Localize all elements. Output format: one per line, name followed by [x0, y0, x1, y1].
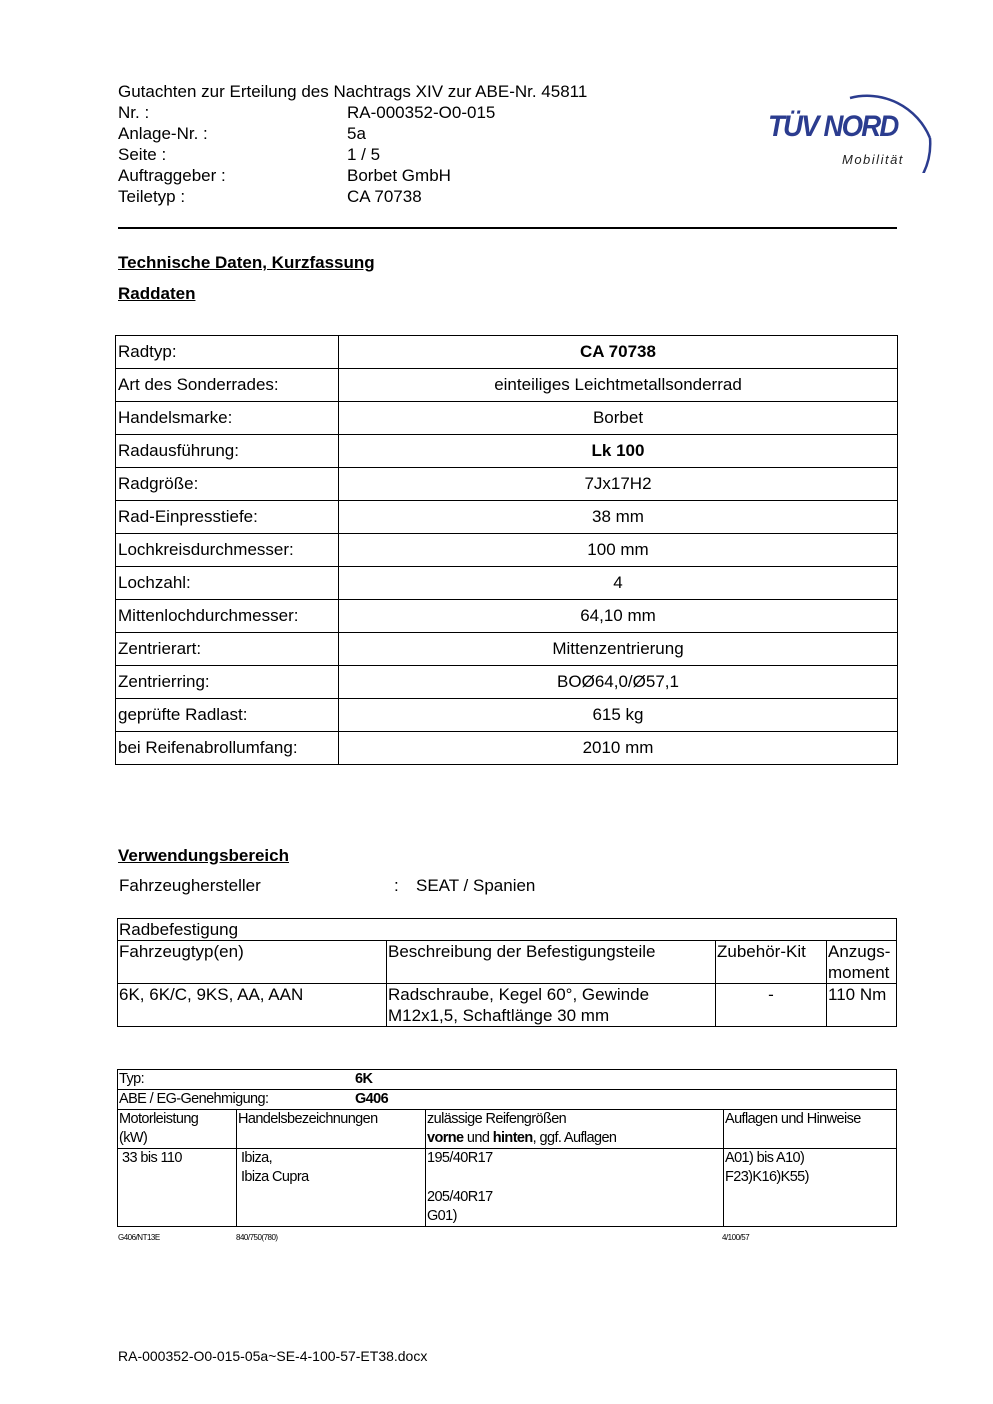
header-divider: [118, 227, 897, 229]
table-row: [116, 666, 898, 699]
table-row: [118, 984, 897, 1027]
raddaten-label: Radtyp:: [116, 336, 339, 369]
auflagen-line-1: A01) bis A10): [725, 1150, 805, 1166]
abe-value: G406: [355, 1091, 389, 1107]
abe-label: ABE / EG-Genehmigung:: [119, 1091, 269, 1107]
raddaten-label: Zentrierart:: [116, 633, 339, 666]
desc-line-2: M12x1,5, Schaftlänge 30 mm: [388, 1006, 610, 1025]
table-row: [116, 699, 898, 732]
table-row: [116, 435, 898, 468]
raddaten-value: 100 mm: [339, 534, 898, 567]
table-row: [118, 1149, 897, 1227]
table-header-row: [118, 941, 897, 984]
raddaten-value: 38 mm: [339, 501, 898, 534]
header-label: Seite :: [118, 145, 167, 164]
header-label: Anlage-Nr. :: [118, 124, 208, 143]
header-reifen-vorne: vorne: [427, 1130, 464, 1146]
raddaten-value: einteiliges Leichtmetallsonderrad: [339, 369, 898, 402]
radbefestigung-caption: Radbefestigung: [118, 919, 897, 941]
header-handelsbezeichnungen: Handelsbezeichnungen: [237, 1110, 426, 1149]
raddaten-label: Lochzahl:: [116, 567, 339, 600]
raddaten-label: Art des Sonderrades:: [116, 369, 339, 402]
handel-line-2: Ibiza Cupra: [241, 1169, 309, 1185]
hersteller-label: Fahrzeughersteller: [119, 876, 261, 895]
header-moment: moment: [828, 963, 890, 982]
typ-header-row: [118, 1110, 897, 1149]
cell-reifengroessen: [426, 1149, 724, 1227]
raddaten-label: Zentrierring:: [116, 666, 339, 699]
document-header: [118, 81, 587, 207]
raddaten-label: bei Reifenabrollumfang:: [116, 732, 339, 765]
raddaten-value: 7Jx17H2: [339, 468, 898, 501]
cell-motorleistung: 33 bis 110: [118, 1149, 237, 1227]
reifen-line-2: 205/40R17: [427, 1189, 493, 1205]
header-reifengroessen: [426, 1110, 724, 1149]
section-subtitle-raddaten: Raddaten: [118, 284, 196, 303]
header-anzugs: Anzugs-: [828, 942, 891, 961]
hersteller-value: SEAT / Spanien: [416, 876, 536, 895]
raddaten-label: Lochkreisdurchmesser:: [116, 534, 339, 567]
raddaten-value: 615 kg: [339, 699, 898, 732]
header-motor-line2: (kW): [119, 1130, 148, 1146]
table-row: [116, 732, 898, 765]
header-reifen-hinten: hinten: [492, 1130, 533, 1146]
header-motorleistung: [118, 1110, 237, 1149]
table-row: [116, 600, 898, 633]
header-reifen-line2: [427, 1129, 722, 1148]
raddaten-value: 2010 mm: [339, 732, 898, 765]
radbefestigung-table: [117, 918, 897, 1027]
auflagen-line-2: F23)K16)K55): [725, 1169, 809, 1185]
reifen-line-3: G01): [427, 1208, 457, 1224]
logo-subtitle: Mobilität: [842, 152, 904, 167]
header-reifen-auflagen: , ggf. Auflagen: [532, 1130, 617, 1146]
raddaten-label: geprüfte Radlast:: [116, 699, 339, 732]
header-label: Teiletyp :: [118, 187, 186, 206]
raddaten-value: Mittenzentrierung: [339, 633, 898, 666]
table-row: [116, 402, 898, 435]
hersteller-colon: :: [394, 876, 399, 895]
typ-label: Typ:: [119, 1071, 144, 1087]
header-anzugsmoment: [827, 941, 897, 984]
header-value: RA-000352-O0-015: [347, 103, 496, 122]
header-value: CA 70738: [347, 187, 422, 206]
table-caption-row: [118, 919, 897, 941]
section-title-technische-daten: Technische Daten, Kurzfassung: [118, 253, 375, 272]
raddaten-value: Borbet: [339, 402, 898, 435]
raddaten-label: Rad-Einpresstiefe:: [116, 501, 339, 534]
header-zubehoer-kit: Zubehör-Kit: [716, 941, 827, 984]
desc-line-1: Radschraube, Kegel 60°, Gewinde: [388, 985, 650, 1004]
abe-cell: [118, 1090, 897, 1110]
raddaten-label: Radgröße:: [116, 468, 339, 501]
reifen-line-1: 195/40R17: [427, 1150, 493, 1166]
header-value: 1 / 5: [347, 145, 381, 164]
raddaten-value: 64,10 mm: [339, 600, 898, 633]
fahrzeughersteller-line: [119, 876, 535, 896]
typ-footnote-2: 840/750(780): [236, 1233, 278, 1242]
table-row: [116, 567, 898, 600]
raddaten-table: [115, 335, 898, 765]
table-row: [116, 633, 898, 666]
tuv-nord-logo: [762, 58, 942, 173]
header-row-seite: [118, 144, 587, 165]
header-fahrzeugtyp: Fahrzeugtyp(en): [118, 941, 387, 984]
typ-row: [118, 1070, 897, 1090]
raddaten-value: 4: [339, 567, 898, 600]
cell-beschreibung: [387, 984, 716, 1027]
raddaten-value: CA 70738: [339, 336, 898, 369]
header-reifen-line1: zulässige Reifengrößen: [427, 1111, 567, 1127]
document-title: Gutachten zur Erteilung des Nachtrags XIV zur ABE-Nr. 45811: [118, 82, 588, 101]
table-row: [116, 534, 898, 567]
header-auflagen-hinweise: Auflagen und Hinweise: [724, 1110, 897, 1149]
cell-zubehoer-kit: -: [716, 984, 827, 1027]
header-motor-line1: Motorleistung: [119, 1111, 199, 1127]
handel-line-1: Ibiza,: [241, 1150, 273, 1166]
table-row: [116, 501, 898, 534]
header-reifen-und: und: [463, 1130, 493, 1146]
header-row-nr: [118, 102, 587, 123]
raddaten-value: Lk 100: [339, 435, 898, 468]
cell-auflagen: [724, 1149, 897, 1227]
table-row: [116, 468, 898, 501]
section-title-verwendungsbereich: Verwendungsbereich: [118, 846, 289, 865]
abe-row: [118, 1090, 897, 1110]
table-row: [116, 369, 898, 402]
typ-cell: [118, 1070, 897, 1090]
header-row-auftraggeber: [118, 165, 587, 186]
typ-footnote-1: G406/NT13E: [118, 1233, 160, 1242]
header-value: 5a: [347, 124, 366, 143]
typ-footnote-3: 4/100/57: [722, 1233, 750, 1242]
header-row-teiletyp: [118, 186, 587, 207]
document-footer: RA-000352-O0-015-05a~SE-4-100-57-ET38.docx: [118, 1348, 428, 1364]
raddaten-label: Mittenlochdurchmesser:: [116, 600, 339, 633]
raddaten-label: Radausführung:: [116, 435, 339, 468]
cell-fahrzeugtypen: 6K, 6K/C, 9KS, AA, AAN: [118, 984, 387, 1027]
header-label: Auftraggeber :: [118, 166, 226, 185]
table-row: [116, 336, 898, 369]
header-beschreibung: Beschreibung der Befestigungsteile: [387, 941, 716, 984]
header-row-anlage: [118, 123, 587, 144]
cell-handelsbezeichnungen: [237, 1149, 426, 1227]
header-label: Nr. :: [118, 103, 150, 122]
raddaten-label: Handelsmarke:: [116, 402, 339, 435]
typ-value: 6K: [355, 1071, 373, 1087]
raddaten-value: BOØ64,0/Ø57,1: [339, 666, 898, 699]
cell-anzugsmoment: 110 Nm: [827, 984, 897, 1027]
logo-wordmark: TÜV NORD: [768, 110, 898, 143]
header-value: Borbet GmbH: [347, 166, 451, 185]
typ-table: [117, 1069, 897, 1227]
